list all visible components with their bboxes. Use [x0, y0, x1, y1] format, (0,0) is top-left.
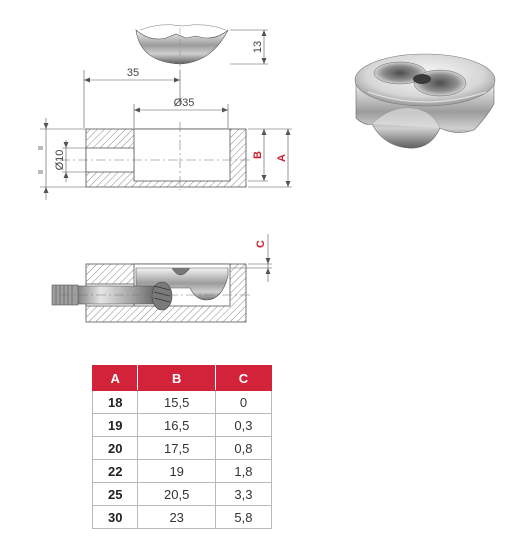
cell-c: 1,8	[215, 460, 271, 483]
cell-c: 3,3	[215, 483, 271, 506]
cell-b: 23	[138, 506, 215, 529]
dim-diameter-10-text: Ø10	[54, 149, 66, 171]
cell-a: 30	[93, 506, 138, 529]
dimension-diameter-10	[54, 140, 86, 182]
cell-a: 25	[93, 483, 138, 506]
cell-b: 19	[138, 460, 215, 483]
dimension-diameter-35	[134, 97, 228, 128]
dimension-13	[230, 30, 268, 64]
cell-c: 5,8	[215, 506, 271, 529]
cell-b: 20,5	[138, 483, 215, 506]
table-row	[93, 437, 272, 460]
cell-a: 20	[93, 437, 138, 460]
cell-b: 15,5	[138, 391, 215, 414]
cell-a: 22	[93, 460, 138, 483]
header-c: C	[215, 366, 271, 391]
dim-35-text: 35	[126, 67, 140, 79]
table-row	[93, 483, 272, 506]
assembly-section	[52, 264, 250, 322]
dim-13-text: 13	[252, 40, 264, 54]
cell-a: 19	[93, 414, 138, 437]
header-b: B	[138, 366, 215, 391]
table-row	[93, 414, 272, 437]
cam-top-view	[136, 25, 228, 70]
table-row	[93, 506, 272, 529]
table-header-row	[93, 366, 272, 391]
dimension-35	[84, 67, 180, 128]
drilling-section	[60, 122, 250, 190]
cell-b: 17,5	[138, 437, 215, 460]
table-row	[93, 460, 272, 483]
cell-c: 0,8	[215, 437, 271, 460]
dimensions-table	[92, 365, 272, 529]
cell-c: 0	[215, 391, 271, 414]
table-row	[93, 391, 272, 414]
cell-a: 18	[93, 391, 138, 414]
dim-diameter-35-text: Ø35	[173, 97, 195, 109]
header-a: A	[93, 366, 138, 391]
dim-c-label: C	[255, 240, 267, 248]
cam-lock-photo	[355, 54, 495, 148]
dim-a-label: A	[276, 154, 288, 162]
dim-b-label: B	[252, 151, 264, 159]
cell-b: 16,5	[138, 414, 215, 437]
cell-c: 0,3	[215, 414, 271, 437]
